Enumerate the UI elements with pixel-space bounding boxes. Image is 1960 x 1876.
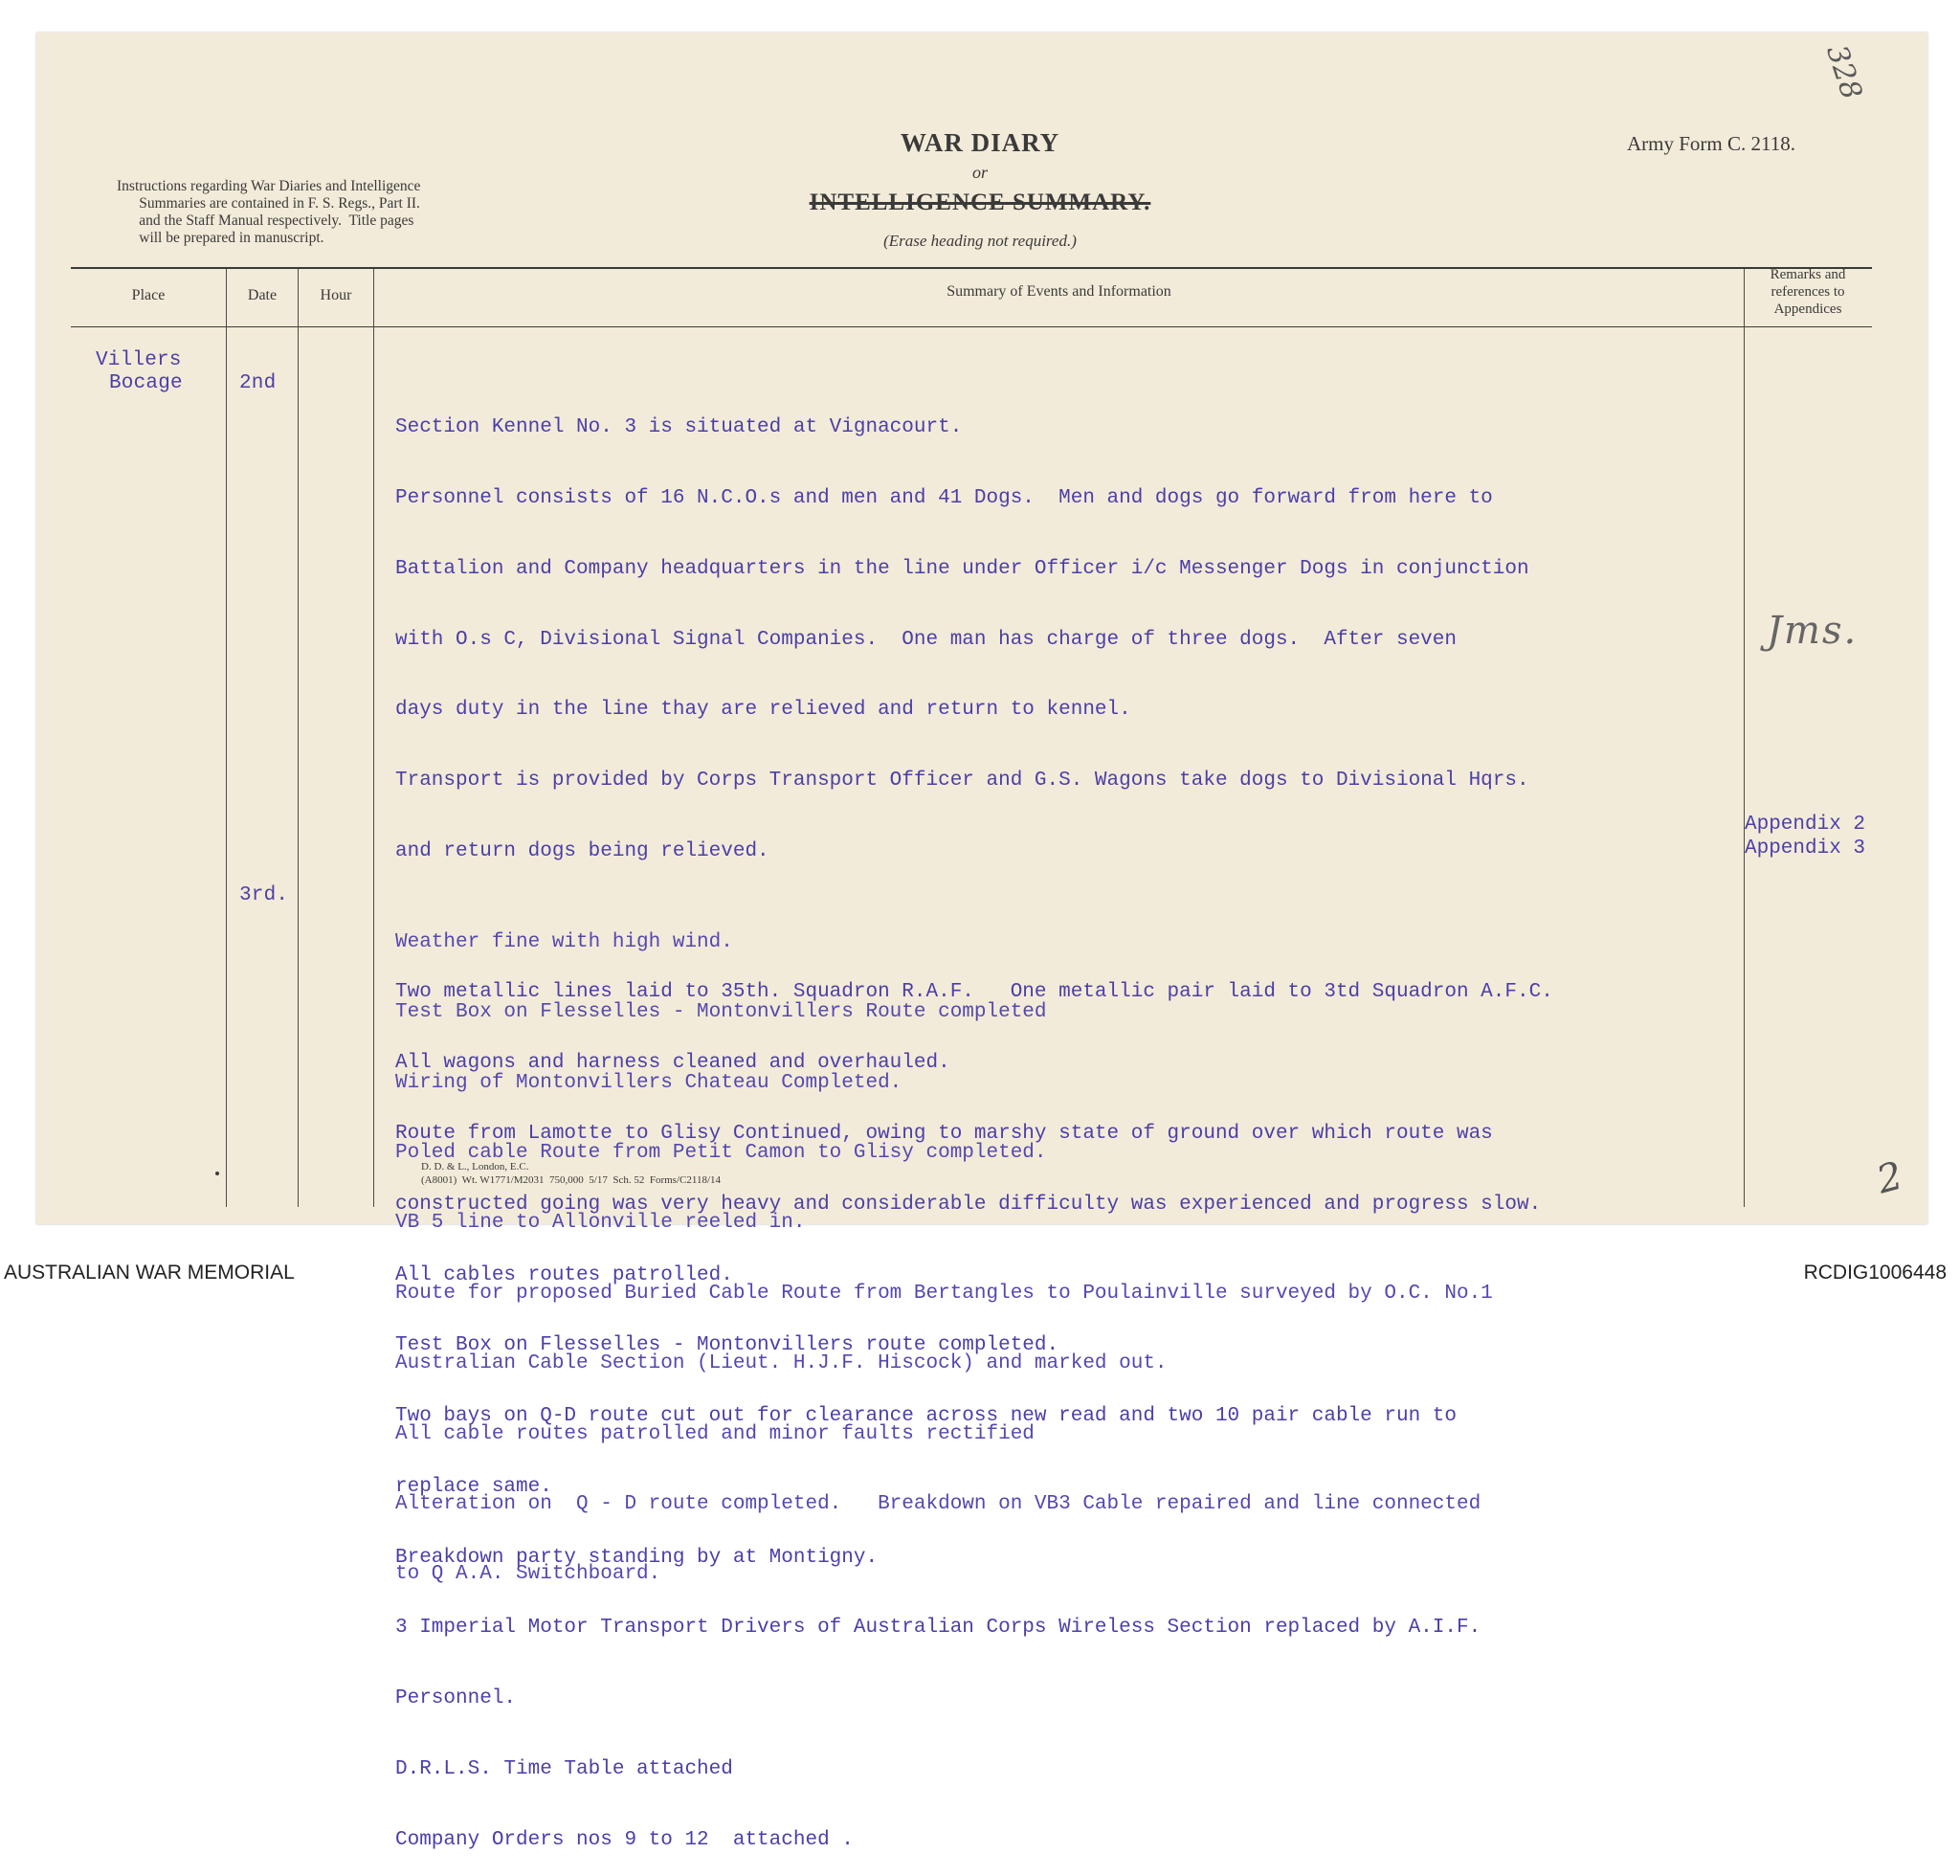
text-line: 3 Imperial Motor Transport Drivers of Australian Corps Wireless Section replaced by A.I.F. <box>395 1617 1481 1640</box>
text-line: Transport is provided by Corps Transport Officer and G.S. Wagons take dogs to Divisional Hqrs. <box>395 770 1529 793</box>
text-line: to Q A.A. Switchboard. <box>395 1563 661 1586</box>
form-title-or: or <box>971 163 988 182</box>
form-title: WAR DIARY <box>900 128 1060 157</box>
text-line: Two metallic lines laid to 35th. Squadron R.A.F. One metallic pair laid to 3td Squadron A.F.C. <box>395 981 1553 1004</box>
form-alt-title: INTELLIGENCE SUMMARY. <box>809 190 1151 215</box>
divider-place-date <box>226 269 227 1207</box>
text-line: Breakdown party standing by at Montigny. <box>395 1546 879 1569</box>
text-line: Company Orders nos 9 to 12 attached . <box>395 1828 854 1851</box>
text-line: VB 5 line to Allonville reeled in. <box>395 1212 806 1235</box>
text-line: replace same. <box>395 1475 552 1498</box>
text-line: All cable routes patrolled and minor faults rectified <box>395 1422 1035 1445</box>
text-line: Australian Cable Section (Lieut. H.J.F. Hiscock) and marked out. <box>395 1352 1168 1375</box>
text-line: Alteration on Q - D route completed. Breakdown on VB3 Cable repaired and line connected <box>395 1493 1481 1516</box>
text-line: with O.s C, Divisional Signal Companies. One man has charge of three dogs. After seven <box>395 628 1457 651</box>
text-line: Personnel consists of 16 N.C.O.s and men and 41 Dogs. Men and dogs go forward from here to <box>395 486 1493 509</box>
text-line: Section Kennel No. 3 is situated at Vignacourt. <box>395 416 963 439</box>
column-header-date: Date <box>247 287 278 303</box>
erase-note: (Erase heading not required.) <box>883 232 1077 250</box>
place-name-line-1: Villers <box>96 349 182 371</box>
table-top-rule <box>71 267 1872 269</box>
appendix-2-ref: Appendix 2 <box>1745 814 1866 836</box>
text-line: Route from Lamotte to Glisy Continued, owing to marshy state of ground over which route was <box>395 1123 1493 1145</box>
entry-date-2nd: 2nd <box>239 372 277 394</box>
army-form-number: Army Form C. 2118. <box>1627 132 1795 155</box>
text-line: Wiring of Montonvillers Chateau Completed. <box>395 1071 902 1094</box>
column-header-summary: Summary of Events and Information <box>947 283 1171 300</box>
divider-date-hour <box>298 269 299 1207</box>
handwritten-page-mark: 2 <box>1872 1153 1907 1203</box>
printer-imprint: D. D. & L., London, E.C. (A8001) Wt. W1771/M2031 750,000 5/17 Sch. 52 Forms/C2118/14 <box>421 1161 721 1186</box>
instructions-note: Instructions regarding War Diaries and Intelligence Summaries are contained in F. S. Regs., Part II. and the Staff Manual respectively. Title pages will be prepared in manuscript. <box>117 178 421 246</box>
column-header-place: Place <box>131 287 166 303</box>
text-line: All cables routes patrolled. <box>395 1263 733 1286</box>
text-line: Weather fine with high wind. <box>395 930 733 953</box>
column-header-remarks: Remarks and references to Appendices <box>1770 267 1846 317</box>
text-line: Personnel. <box>395 1687 517 1710</box>
text-line: days duty in the line thay are relieved and return to kennel. <box>395 699 1131 722</box>
sheet-number: 328 <box>1819 40 1869 104</box>
text-line: Poled cable Route from Petit Camon to Glisy completed. <box>395 1142 1047 1165</box>
text-line: Route for proposed Buried Cable Route from Bertangles to Poulainville surveyed by O.C. No.1 <box>395 1282 1493 1305</box>
text-line: Two bays on Q-D route cut out for clearance across new read and two 10 pair cable run to <box>395 1405 1457 1428</box>
table-header-rule <box>71 326 1872 327</box>
column-header-hour: Hour <box>320 287 352 303</box>
text-line: D.R.L.S. Time Table attached <box>395 1758 733 1781</box>
handwritten-initials: Jms. <box>1767 609 1859 653</box>
margin-dot <box>215 1172 219 1175</box>
text-line: Test Box on Flesselles - Montonvillers Route completed <box>395 1001 1047 1024</box>
text-line: Test Box on Flesselles - Montonvillers route completed. <box>395 1334 1059 1357</box>
entry-date-3rd: 3rd. <box>239 884 289 906</box>
text-line: All wagons and harness cleaned and overhauled. <box>395 1052 950 1075</box>
divider-hour-summary <box>373 269 374 1207</box>
appendix-3-ref: Appendix 3 <box>1745 837 1866 860</box>
footer-institution: AUSTRALIAN WAR MEMORIAL <box>4 1262 295 1284</box>
place-name-line-2: Bocage <box>109 372 183 394</box>
text-line: and return dogs being relieved. <box>395 839 769 862</box>
footer-catalogue-id: RCDIG1006448 <box>1803 1262 1947 1284</box>
text-line: constructed going was very heavy and considerable difficulty was experienced and progress slow. <box>395 1193 1542 1216</box>
text-line: Battalion and Company headquarters in the line under Officer i/c Messenger Dogs in conjunction <box>395 557 1529 580</box>
remarks-appendices <box>1745 814 1865 860</box>
entry-3rd-text <box>395 884 1754 1610</box>
